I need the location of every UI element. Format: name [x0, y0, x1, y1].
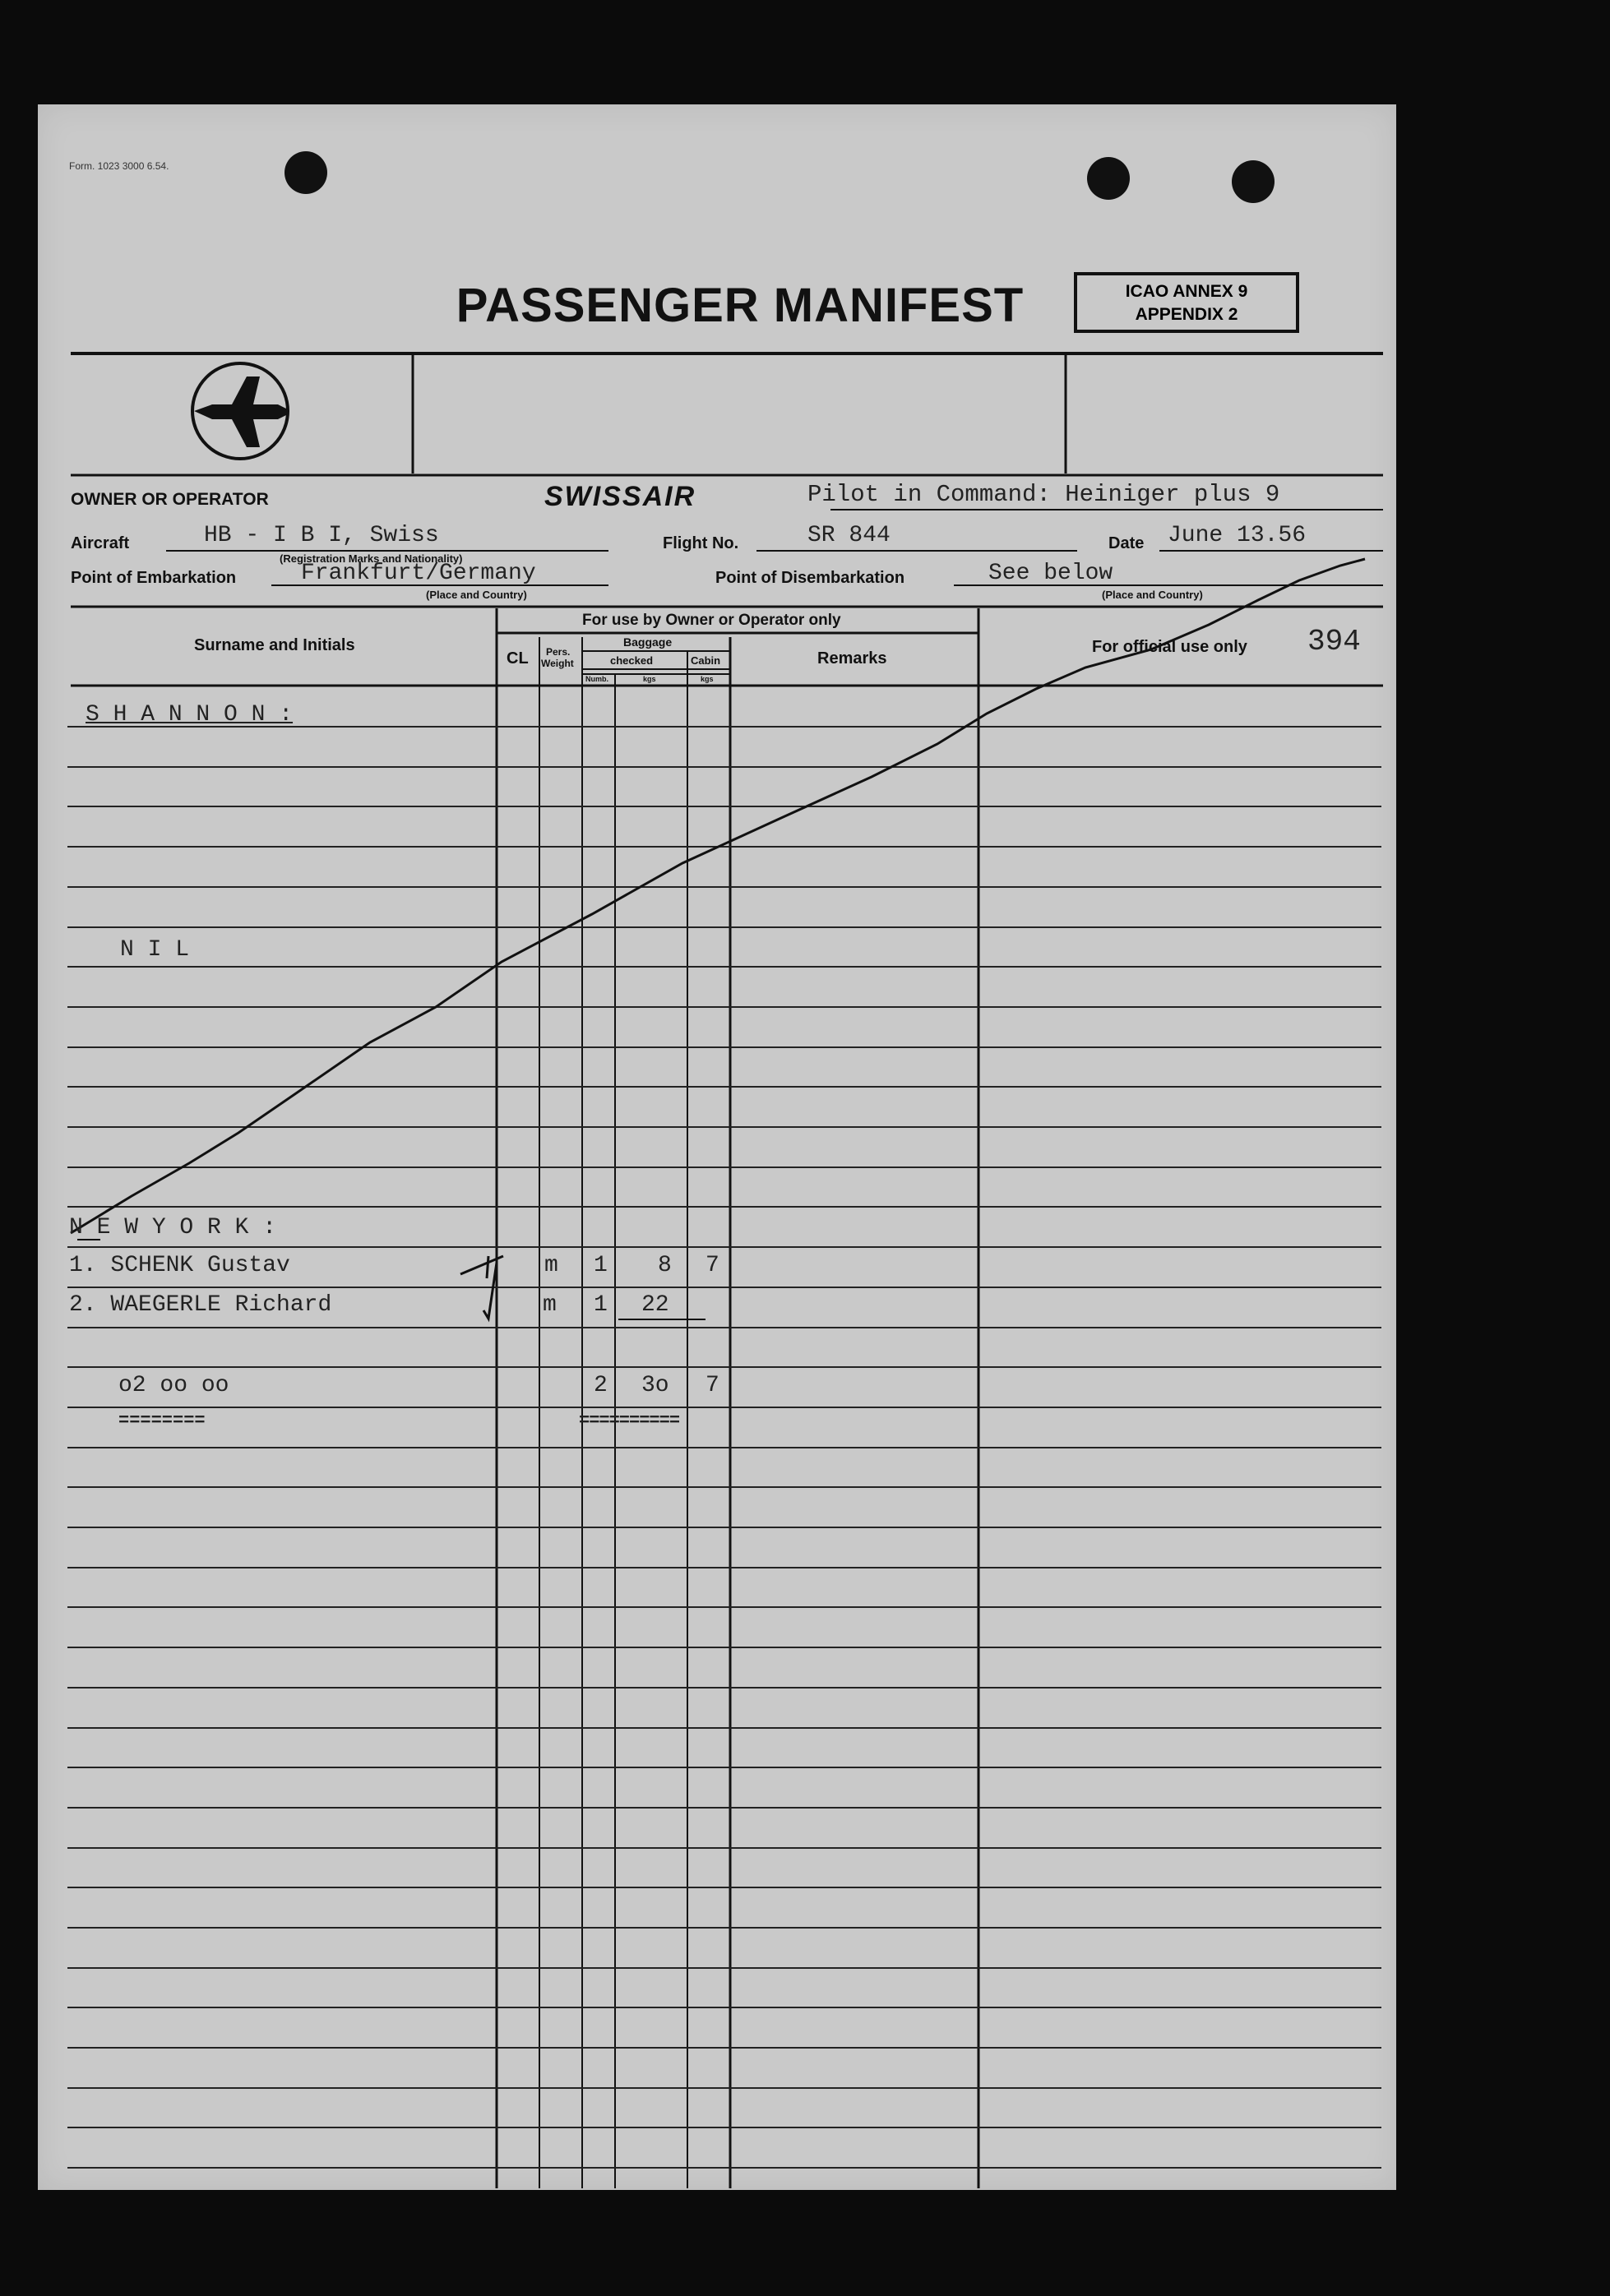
passenger-1-kgs: 8: [658, 1253, 672, 1278]
cl-header: CL: [507, 649, 529, 668]
page-number: 394: [1307, 625, 1361, 658]
date-label: Date: [1108, 534, 1145, 552]
kgs-header-2: kgs: [701, 675, 714, 683]
icao-line-1: ICAO ANNEX 9: [1125, 282, 1248, 301]
official-use-header: For official use only: [1092, 638, 1247, 656]
checked-header: checked: [610, 654, 654, 667]
nil-entry: N I L: [120, 937, 190, 963]
owner-label: OWNER OR OPERATOR: [71, 490, 269, 509]
passenger-1-name: 1. SCHENK Gustav: [69, 1253, 290, 1278]
kgs-header-1: kgs: [643, 675, 656, 683]
check-mark-icon: [483, 1263, 497, 1319]
icao-line-2: APPENDIX 2: [1135, 305, 1238, 324]
totals-underline-right: ==========: [579, 1411, 680, 1431]
weight-header: Weight: [541, 658, 574, 669]
section-shannon: S H A N N O N :: [86, 702, 294, 728]
totals-kgs: 3o: [641, 1373, 669, 1398]
airplane-logo-icon: [192, 363, 288, 459]
date-value: June 13.56: [1168, 523, 1307, 548]
disembarkation-value: See below: [988, 561, 1113, 586]
icao-box: [1074, 272, 1299, 333]
totals-numb: 2: [594, 1373, 608, 1398]
place-country-note-1: (Place and Country): [426, 589, 527, 601]
embarkation-value: Frankfurt/Germany: [301, 561, 536, 586]
baggage-header: Baggage: [623, 635, 673, 649]
flight-no-label: Flight No.: [663, 534, 739, 552]
passenger-1-numb: 1: [594, 1253, 608, 1278]
pers-header: Pers.: [546, 646, 571, 658]
passenger-1-weight: m: [544, 1253, 558, 1278]
form-number: Form. 1023 3000 6.54.: [69, 160, 169, 172]
totals-underline-left: ========: [118, 1411, 206, 1431]
passenger-2-name: 2. WAEGERLE Richard: [69, 1292, 332, 1318]
embarkation-label: Point of Embarkation: [71, 569, 237, 587]
owner-use-header: For use by Owner or Operator only: [582, 612, 841, 629]
totals-cabin: 7: [706, 1373, 719, 1398]
passenger-2-numb: 1: [594, 1292, 608, 1318]
passenger-1-cabin: 7: [706, 1253, 719, 1278]
registration-note: (Registration Marks and Nationality): [280, 552, 463, 565]
disembarkation-label: Point of Disembarkation: [715, 569, 905, 587]
passenger-2-weight: m: [543, 1292, 557, 1318]
aircraft-value: HB - I B I, Swiss: [204, 523, 439, 548]
page-title: PASSENGER MANIFEST: [456, 279, 1025, 332]
cabin-header: Cabin: [691, 654, 721, 667]
place-country-note-2: (Place and Country): [1102, 589, 1203, 601]
surname-header: Surname and Initials: [194, 636, 355, 654]
aircraft-label: Aircraft: [71, 534, 130, 552]
flight-no-value: SR 844: [807, 523, 891, 548]
remarks-header: Remarks: [817, 649, 887, 668]
pilot-in-command: Pilot in Command: Heiniger plus 9: [807, 481, 1280, 508]
passenger-2-kgs: 22: [641, 1292, 669, 1318]
totals-code: o2 oo oo: [118, 1373, 229, 1398]
section-new-york: N E W Y O R K :: [69, 1215, 277, 1240]
numb-header: Numb.: [585, 675, 608, 683]
swissair-logo: SWISSAIR: [544, 481, 696, 512]
